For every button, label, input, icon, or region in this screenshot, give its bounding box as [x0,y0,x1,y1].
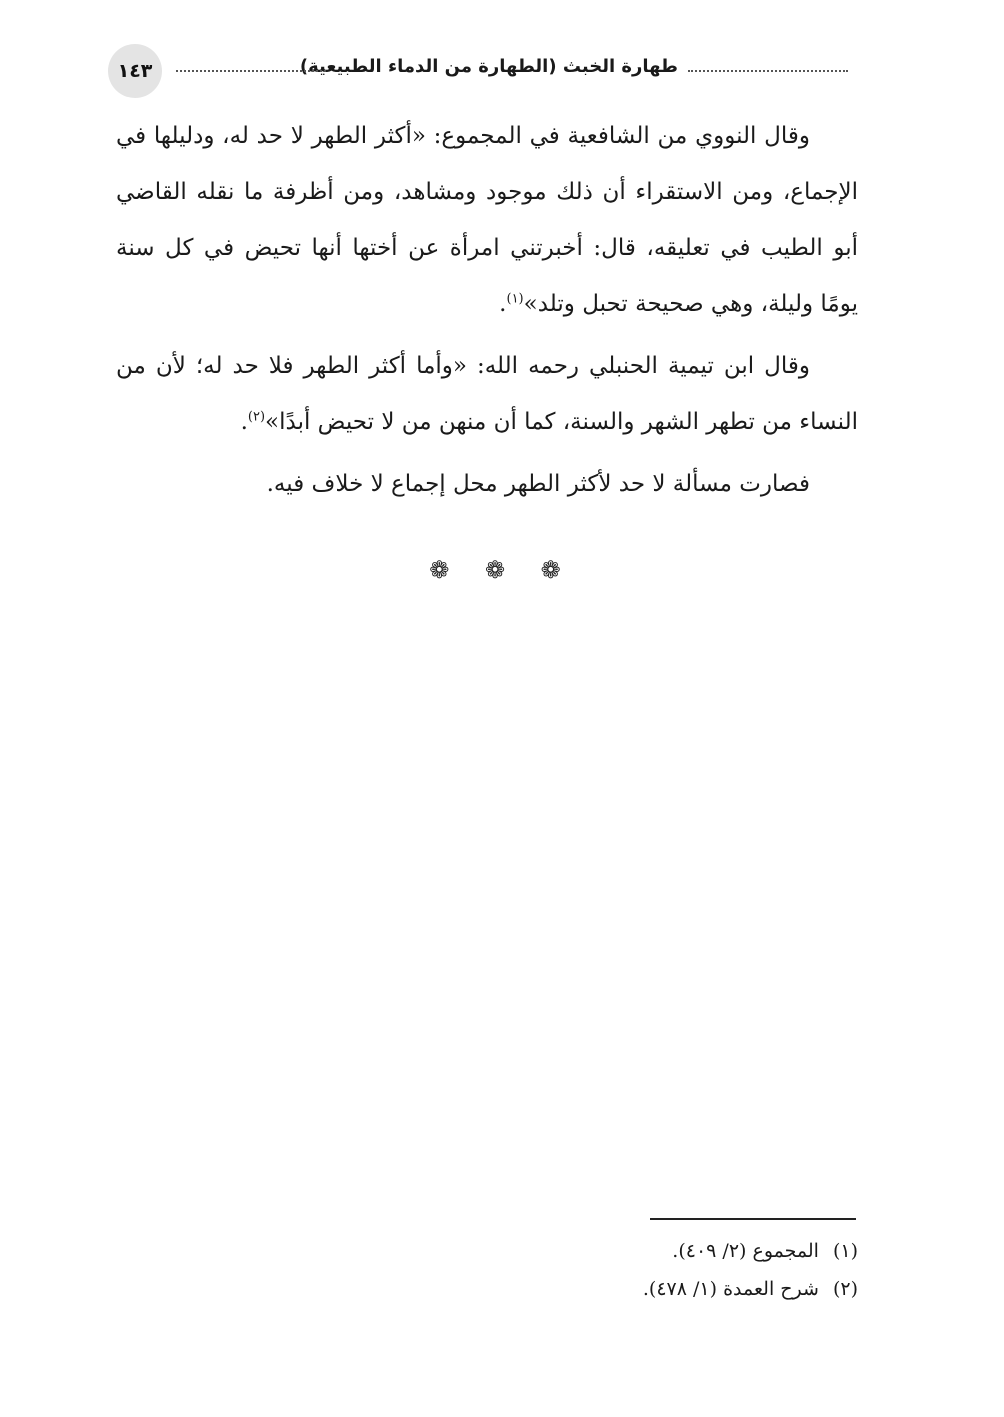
footnotes [116,1232,858,1308]
header-title: طهارة الخبث (الطهارة من الدماء الطبيعية) [299,56,678,77]
footnote-text: المجموع (٢/ ٤٠٩). [672,1240,819,1262]
footnote-reference: (١) [506,291,524,307]
paragraph-text: وقال النووي من الشافعية في المجموع: «أكثر الطهر لا حد له، ودليلها في الإجماع، ومن الاستقراء أن ذلك موجود ومشاهد، ومن أظرفة ما نقله القاضي أبو الطيب في تعليقه، قال: أخبرتني امرأة عن أختها أنها تحيض في كل سنة يومًا وليلة، وهي صحيحة تحبل وتلد» [116,123,858,317]
footnote-number: (٢) [832,1278,858,1300]
running-header [108,44,848,96]
footnote-item [116,1270,858,1308]
paragraph-conclusion [116,456,858,512]
section-separator-ornament: ❁ ❁ ❁ [429,556,575,584]
footnote-divider [650,1218,856,1220]
page-number-badge [108,44,162,98]
header-dotted-leader-left [176,70,326,72]
footnote-text: شرح العمدة (١/ ٤٧٨). [642,1278,819,1300]
paragraph-text: وقال ابن تيمية الحنبلي رحمه الله: «وأما أكثر الطهر فلا حد له؛ لأن من النساء من تطهر الشهر والسنة، كما أن منهن من لا تحيض أبدًا» [116,353,858,435]
footnote-reference: (٢) [247,409,266,425]
paragraph-end: . [240,409,248,435]
paragraph-text: فصارت مسألة لا حد لأكثر الطهر محل إجماع لا خلاف فيه. [266,471,810,497]
paragraph-nawawi-quote [116,108,858,332]
page-number: ١٤٣ [117,60,153,82]
paragraph-end: . [499,291,507,317]
main-text [116,108,858,518]
footnote-number: (١) [832,1240,858,1262]
paragraph-ibn-taymiyyah-quote [116,338,858,450]
footnote-item [116,1232,858,1270]
header-dotted-leader-right [688,70,848,72]
